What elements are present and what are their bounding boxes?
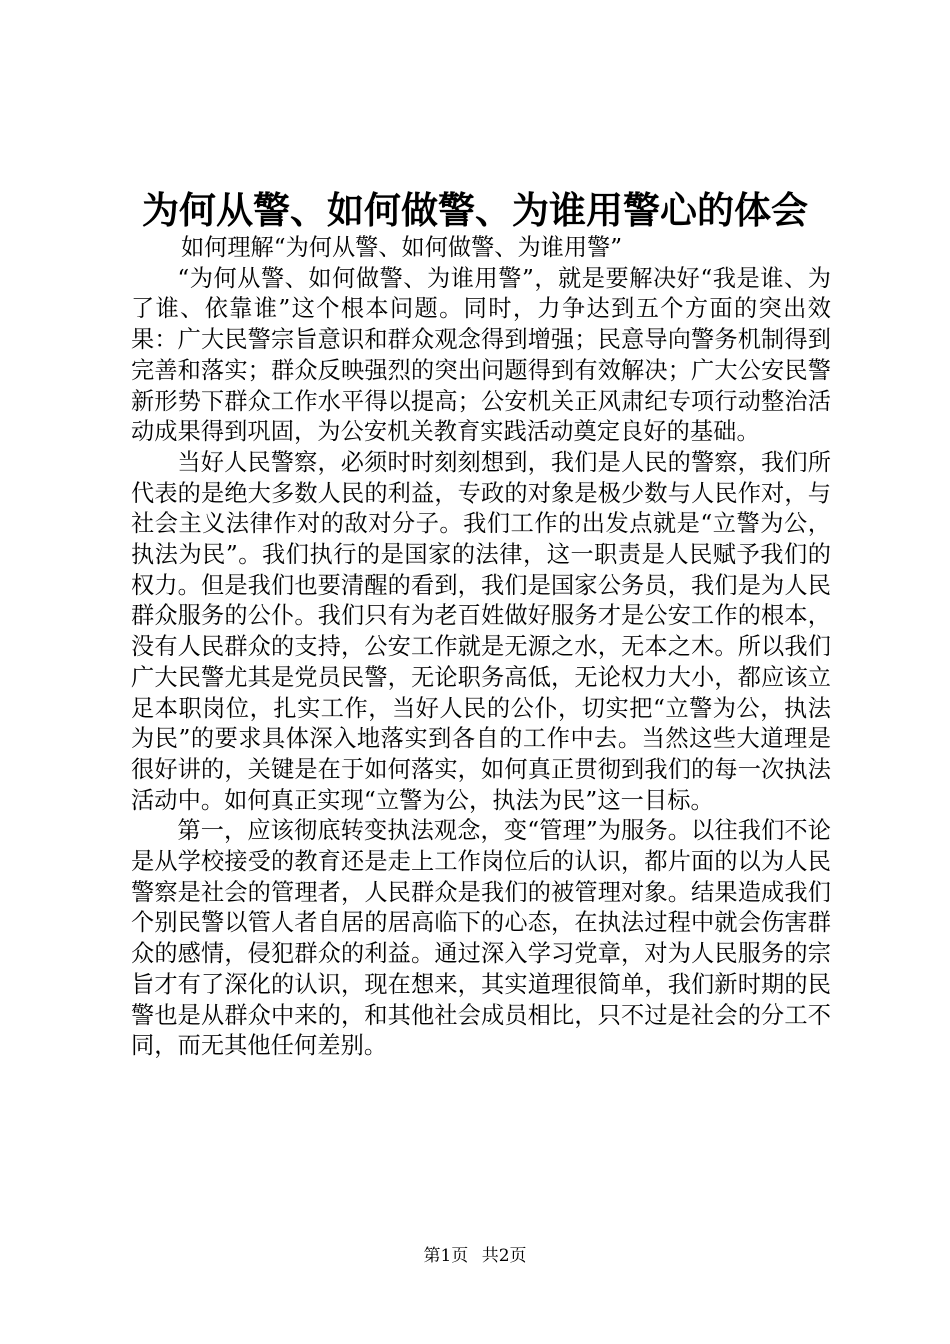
page-footer [0, 1245, 950, 1267]
page-number-current: 第1页 [423, 1246, 469, 1266]
paragraph-2: 当好人民警察，必须时时刻刻想到，我们是人民的警察，我们所代表的是绝大多数人民的利益，专政的对象是极少数与人民作对，与社会主义法律作对的敌对分子。我们工作的出发点就是“立警为公，执法为民”。我们执行的是国家的法律，这一职责是人民赋予我们的权力。但是我们也要清醒的看到，我们是国家公务员，我们是为人民群众服务的公仆。我们只有为老百姓做好服务才是公安工作的根本，没有人民群众的支持，公安工作就是无源之水，无本之木。所以我们广大民警尤其是党员民警，无论职务高低，无论权力大小，都应该立足本职岗位，扎实工作，当好人民的公仆，切实把“立警为公，执法为民”的要求具体深入地落实到各自的工作中去。当然这些大道理是很好讲的，关键是在于如何落实，如何真正贯彻到我们的每一次执法活动中。如何真正实现“立警为公，执法为民”这一目标。 [131, 448, 831, 814]
page-number-total: 共2页 [481, 1246, 527, 1266]
document-body [131, 233, 831, 1062]
paragraph-3: 第一，应该彻底转变执法观念，变“管理”为服务。以往我们不论是从学校接受的教育还是走上工作岗位后的认识，都片面的以为人民警察是社会的管理者，人民群众是我们的被管理对象。结果造成我们个别民警以管人者自居的居高临下的心态，在执法过程中就会伤害群众的感情，侵犯群众的利益。通过深入学习党章，对为人民服务的宗旨才有了深化的认识，现在想来，其实道理很简单，我们新时期的民警也是从群众中来的，和其他社会成员相比，只不过是社会的分工不同，而无其他任何差别。 [131, 817, 831, 1060]
page-title: 为何从警、如何做警、为谁用警心的体会 [142, 188, 808, 232]
document-subtitle: 如何理解“为何从警、如何做警、为谁用警” [181, 234, 623, 261]
paragraph-1: “为何从警、如何做警、为谁用警”，就是要解决好“我是谁、为了谁、依靠谁”这个根本问题。同时，力争达到五个方面的突出效果：广大民警宗旨意识和群众观念得到增强；民意导向警务机制得到完善和落实；群众反映强烈的突出问题得到有效解决；广大公安民警新形势下群众工作水平得以提高；公安机关正风肃纪专项行动整治活动成果得到巩固，为公安机关教育实践活动奠定良好的基础。 [131, 264, 831, 446]
